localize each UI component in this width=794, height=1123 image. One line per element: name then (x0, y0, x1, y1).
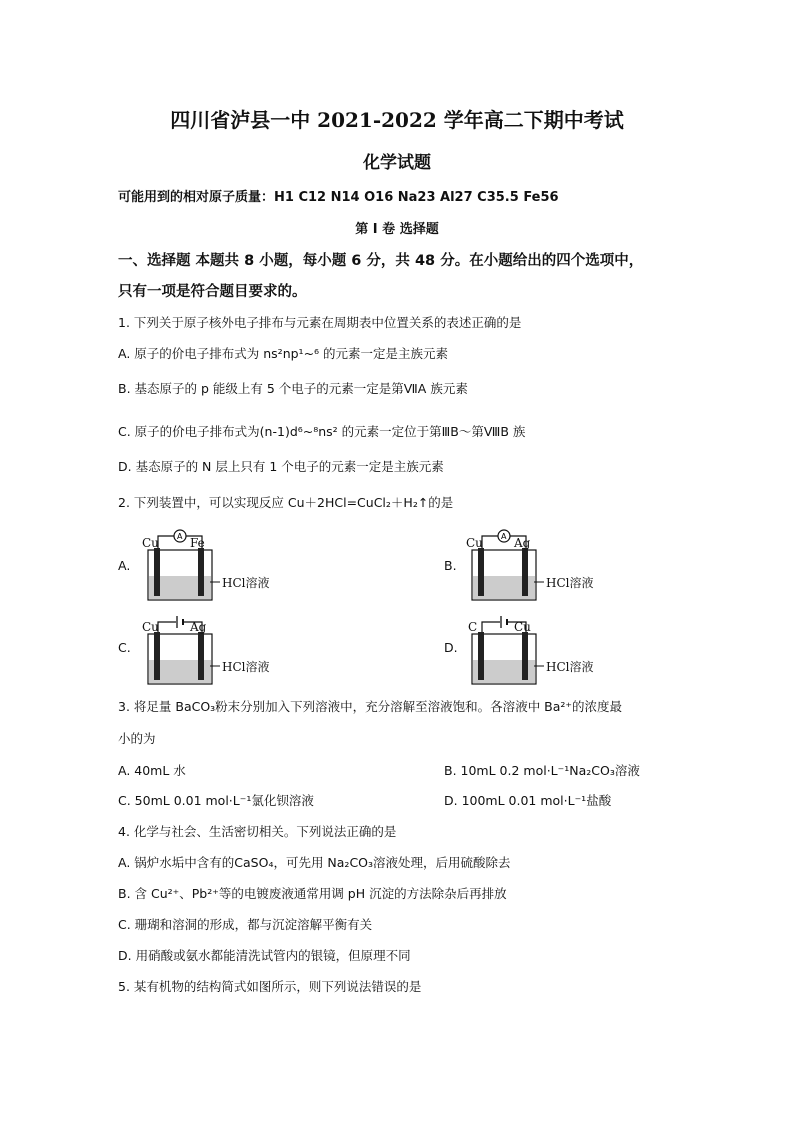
apparatus-d (464, 612, 594, 692)
section-heading-line2: 只有一项是符合题目要求的。 (118, 284, 307, 300)
electrode-d-right: Cu (514, 620, 531, 634)
solution-c: HCl溶液 (222, 660, 270, 674)
q3-option-a: A. 40mL 水 (118, 763, 186, 778)
q1-stem: 1. 下列关于原子核外电子排布与元素在周期表中位置关系的表述正确的是 (118, 315, 522, 330)
apparatus-a (140, 528, 270, 608)
q2-option-a-letter: A. (118, 558, 131, 573)
q3-option-d: D. 100mL 0.01 mol·L⁻¹盐酸 (444, 793, 612, 808)
q1-option-b: B. 基态原子的 p 能级上有 5 个电子的元素一定是第ⅦA 族元素 (118, 381, 468, 396)
q4-option-c: C. 珊瑚和溶洞的形成，都与沉淀溶解平衡有关 (118, 917, 373, 932)
q3-stem-line2: 小的为 (118, 731, 156, 746)
electrode-a-left: Cu (142, 536, 159, 550)
q5-stem: 5. 某有机物的结构简式如图所示，则下列说法错误的是 (118, 979, 422, 994)
svg-text:A: A (501, 532, 507, 541)
q1-option-d: D. 基态原子的 N 层上只有 1 个电子的元素一定是主族元素 (118, 459, 444, 474)
q2-option-d-letter: D. (444, 640, 458, 655)
q4-option-a: A. 锅炉水垢中含有的CaSO₄，可先用 Na₂CO₃溶液处理，后用硫酸除去 (118, 855, 511, 870)
q2-stem: 2. 下列装置中，可以实现反应 Cu＋2HCl=CuCl₂＋H₂↑的是 (118, 495, 454, 510)
q1-option-a: A. 原子的价电子排布式为 ns²np¹~⁶ 的元素一定是主族元素 (118, 346, 449, 361)
q3-option-b: B. 10mL 0.2 mol·L⁻¹Na₂CO₃溶液 (444, 763, 640, 778)
solution-b: HCl溶液 (546, 576, 594, 590)
q4-option-b: B. 含 Cu²⁺、Pb²⁺等的电镀废液通常用调 pH 沉淀的方法除杂后再排放 (118, 886, 507, 901)
page-title: 四川省泸县一中 2021-2022 学年高二下期中考试 (170, 108, 624, 132)
volume-title: 第 I 卷 选择题 (355, 222, 439, 237)
atomic-masses: 可能用到的相对原子质量：H1 C12 N14 O16 Na23 Al27 C35.5 Fe56 (118, 190, 559, 205)
page-subtitle: 化学试题 (363, 153, 431, 173)
q3-option-c: C. 50mL 0.01 mol·L⁻¹氯化钡溶液 (118, 793, 314, 808)
apparatus-b (464, 528, 594, 608)
q2-option-b-letter: B. (444, 558, 457, 573)
electrode-b-right: Ag (514, 536, 531, 550)
solution-d: HCl溶液 (546, 660, 594, 674)
solution-a: HCl溶液 (222, 576, 270, 590)
q4-option-d: D. 用硝酸或氨水都能清洗试管内的银镜，但原理不同 (118, 948, 411, 963)
electrode-d-left: C (468, 620, 478, 634)
q4-stem: 4. 化学与社会、生活密切相关。下列说法正确的是 (118, 824, 397, 839)
q1-option-c: C. 原子的价电子排布式为(n-1)d⁶~⁸ns² 的元素一定位于第ⅢB～第ⅧB 族 (118, 424, 526, 439)
q3-stem-line1: 3. 将足量 BaCO₃粉末分别加入下列溶液中，充分溶解至溶液饱和。各溶液中 Ba²⁺的浓度最 (118, 699, 623, 714)
electrode-b-left: Cu (466, 536, 483, 550)
electrode-c-right: Ag (190, 620, 207, 634)
apparatus-c (140, 612, 270, 692)
svg-text:A: A (177, 532, 183, 541)
electrode-c-left: Cu (142, 620, 159, 634)
electrode-a-right: Fe (190, 536, 205, 550)
q2-option-c-letter: C. (118, 640, 131, 655)
section-heading-line1: 一、选择题 本题共 8 小题，每小题 6 分，共 48 分。在小题给出的四个选项中， (118, 253, 644, 269)
